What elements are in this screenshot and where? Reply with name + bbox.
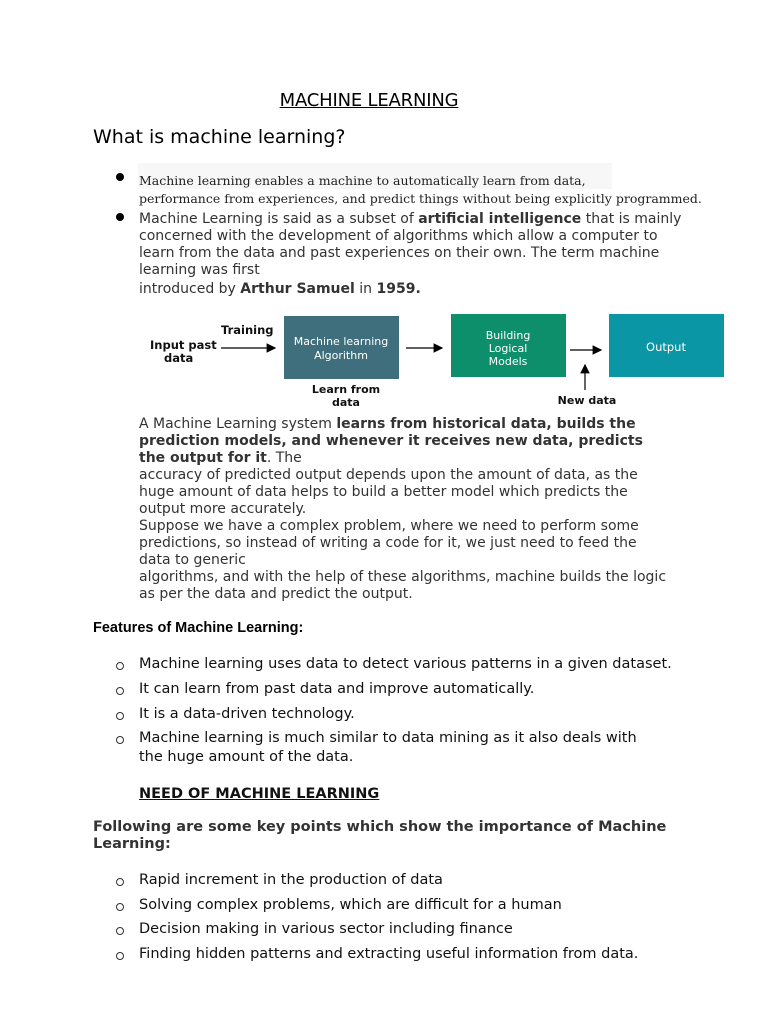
feature-item: It is a data-driven technology. [139, 706, 355, 722]
build-label-1: Building [485, 329, 531, 342]
para2-line: algorithms, and with the help of these algorithms, machine builds the logic [139, 569, 667, 585]
new-data-label: New data [557, 394, 617, 407]
para2-line: output more accurately. [139, 501, 307, 517]
build-label-2: Logical [488, 342, 528, 355]
circle-bullet-icon [116, 662, 124, 670]
para1-line: concerned with the development of algorithms which allow a computer to [139, 228, 658, 244]
ml-box-label-1: Machine learning [293, 335, 389, 348]
need-item: Solving complex problems, which are difficult for a human [139, 897, 562, 913]
feature-item: Machine learning uses data to detect various patterns in a given dataset. [139, 656, 672, 672]
para2-line: data to generic [139, 552, 246, 568]
section-question: What is machine learning? [93, 126, 346, 148]
need-item: Finding hidden patterns and extracting useful information from data. [139, 946, 639, 962]
feature-item: It can learn from past data and improve automatically. [139, 681, 535, 697]
para2-line: huge amount of data helps to build a better model which predicts the [139, 484, 628, 500]
need-item: Rapid increment in the production of data [139, 872, 443, 888]
need-heading: NEED OF MACHINE LEARNING [139, 786, 380, 802]
para2-line: as per the data and predict the output. [139, 586, 413, 602]
circle-bullet-icon [116, 952, 124, 960]
para1-line: learn from the data and past experiences on their own. The term machine [139, 245, 660, 261]
learn-label-2: data [332, 396, 360, 409]
intro-line-1: Machine learning enables a machine to automatically learn from data, [139, 173, 586, 188]
circle-bullet-icon [116, 903, 124, 911]
para1 [139, 211, 739, 298]
circle-bullet-icon [116, 736, 124, 744]
para2-line: accuracy of predicted output depends upon the amount of data, as the [139, 467, 638, 483]
build-label-3: Models [488, 355, 528, 368]
training-label: Training [221, 323, 274, 337]
output-label: Output [646, 340, 686, 354]
feature-item-continued: the huge amount of the data. [139, 749, 354, 765]
para1-line: Machine Learning is said as a subset of artificial intelligence that is mainly [139, 211, 682, 227]
circle-bullet-icon [116, 927, 124, 935]
intro-line-2: performance from experiences, and predict things without being explicitly programmed. [139, 191, 702, 206]
para2 [139, 416, 739, 603]
para1-line: learning was first [139, 262, 260, 278]
circle-bullet-icon [116, 712, 124, 720]
need-item: Decision making in various sector including finance [139, 921, 513, 937]
ml-diagram [140, 308, 730, 412]
input-label-2: data [164, 351, 194, 365]
ml-box-label-2: Algorithm [314, 349, 368, 362]
feature-item: Machine learning is much similar to data mining as it also deals with [139, 730, 637, 746]
learn-label-1: Learn from [311, 383, 381, 396]
page-title: MACHINE LEARNING [279, 90, 459, 111]
features-heading: Features of Machine Learning: [93, 620, 304, 636]
para1-line: introduced by Arthur Samuel in 1959. [139, 281, 421, 297]
para2-line: A Machine Learning system learns from historical data, builds the [139, 416, 636, 432]
input-label-1: Input past [150, 338, 217, 352]
bullet-icon [116, 173, 124, 181]
circle-bullet-icon [116, 687, 124, 695]
para2-line: the output for it. The [139, 450, 302, 466]
para2-line: Suppose we have a complex problem, where we need to perform some [139, 518, 639, 534]
para2-line: prediction models, and whenever it receives new data, predicts [139, 433, 643, 449]
circle-bullet-icon [116, 878, 124, 886]
para2-line: predictions, so instead of writing a code for it, we just need to feed the [139, 535, 637, 551]
key-points-heading: Following are some key points which show the importance of Machine Learning: [93, 819, 667, 852]
bullet-icon [116, 213, 124, 221]
